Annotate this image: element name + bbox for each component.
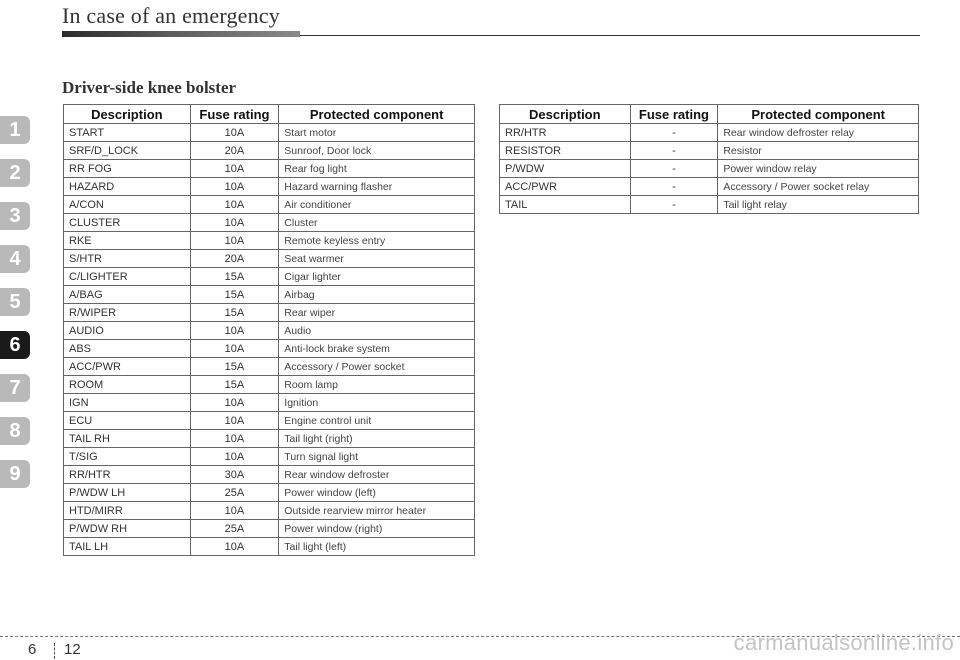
fuse-description: START: [64, 124, 191, 142]
fuse-rating: 10A: [190, 394, 279, 412]
fuse-rating: 10A: [190, 448, 279, 466]
protected-component: Hazard warning flasher: [279, 178, 475, 196]
fuse-rating: -: [630, 160, 718, 178]
fuse-rating: 10A: [190, 160, 279, 178]
fuse-description: P/WDW LH: [64, 484, 191, 502]
column-header-protected-component: Protected component: [279, 105, 475, 124]
fuse-rating: -: [630, 124, 718, 142]
protected-component: Anti-lock brake system: [279, 340, 475, 358]
fuse-description: ACC/PWR: [500, 178, 631, 196]
protected-component: Cluster: [279, 214, 475, 232]
table-row: [64, 304, 475, 322]
fuse-rating: 10A: [190, 214, 279, 232]
fuse-rating: 20A: [190, 250, 279, 268]
chapter-tab-6[interactable]: 6: [0, 331, 30, 359]
table-row: [64, 214, 475, 232]
fuse-rating: 15A: [190, 358, 279, 376]
fuse-rating: 10A: [190, 412, 279, 430]
protected-component: Power window (right): [279, 520, 475, 538]
protected-component: Tail light (left): [279, 538, 475, 556]
fuse-description: A/BAG: [64, 286, 191, 304]
table-row: [64, 232, 475, 250]
fuse-rating: 15A: [190, 376, 279, 394]
column-header-fuse-rating: Fuse rating: [630, 105, 718, 124]
header-rule: [300, 35, 920, 36]
chapter-tab-4[interactable]: 4: [0, 245, 30, 273]
page-chapter: 6: [28, 641, 37, 658]
table-row: [64, 448, 475, 466]
fuse-table-left: [63, 104, 475, 556]
fuse-rating: 10A: [190, 538, 279, 556]
table-header-row: [500, 105, 919, 124]
fuse-rating: 10A: [190, 340, 279, 358]
chapter-tab-9[interactable]: 9: [0, 460, 30, 488]
table-row: [64, 286, 475, 304]
table-row: [64, 160, 475, 178]
fuse-description: ABS: [64, 340, 191, 358]
fuse-rating: -: [630, 196, 718, 214]
fuse-rating: 10A: [190, 322, 279, 340]
protected-component: Seat warmer: [279, 250, 475, 268]
header-accent-bar: [62, 31, 300, 37]
protected-component: Accessory / Power socket: [279, 358, 475, 376]
chapter-tab-1[interactable]: 1: [0, 116, 30, 144]
chapter-tab-7[interactable]: 7: [0, 374, 30, 402]
table-header-row: [64, 105, 475, 124]
fuse-rating: 25A: [190, 520, 279, 538]
protected-component: Rear window defroster: [279, 466, 475, 484]
table-row: [500, 178, 919, 196]
section-title: Driver-side knee bolster: [62, 78, 237, 97]
fuse-description: HAZARD: [64, 178, 191, 196]
fuse-description: R/WIPER: [64, 304, 191, 322]
fuse-description: TAIL LH: [64, 538, 191, 556]
protected-component: Airbag: [279, 286, 475, 304]
protected-component: Rear wiper: [279, 304, 475, 322]
protected-component: Tail light (right): [279, 430, 475, 448]
protected-component: Cigar lighter: [279, 268, 475, 286]
column-header-description: Description: [500, 105, 631, 124]
fuse-description: S/HTR: [64, 250, 191, 268]
fuse-description: RR/HTR: [500, 124, 631, 142]
table-row: [64, 196, 475, 214]
protected-component: Resistor: [718, 142, 919, 160]
fuse-rating: -: [630, 142, 718, 160]
chapter-tab-2[interactable]: 2: [0, 159, 30, 187]
fuse-description: CLUSTER: [64, 214, 191, 232]
table-row: [64, 340, 475, 358]
protected-component: Rear window defroster relay: [718, 124, 919, 142]
protected-component: Ignition: [279, 394, 475, 412]
fuse-rating: 30A: [190, 466, 279, 484]
fuse-description: SRF/D_LOCK: [64, 142, 191, 160]
protected-component: Room lamp: [279, 376, 475, 394]
fuse-description: P/WDW: [500, 160, 631, 178]
protected-component: Audio: [279, 322, 475, 340]
fuse-rating: 15A: [190, 286, 279, 304]
fuse-table-right: [499, 104, 919, 214]
table-row: [500, 124, 919, 142]
column-header-fuse-rating: Fuse rating: [190, 105, 279, 124]
protected-component: Power window relay: [718, 160, 919, 178]
fuse-rating: 15A: [190, 304, 279, 322]
chapter-tab-3[interactable]: 3: [0, 202, 30, 230]
table-row: [64, 250, 475, 268]
fuse-description: T/SIG: [64, 448, 191, 466]
column-header-description: Description: [64, 105, 191, 124]
table-row: [64, 466, 475, 484]
fuse-description: RESISTOR: [500, 142, 631, 160]
chapter-tab-5[interactable]: 5: [0, 288, 30, 316]
fuse-rating: 10A: [190, 430, 279, 448]
protected-component: Start motor: [279, 124, 475, 142]
protected-component: Rear fog light: [279, 160, 475, 178]
fuse-description: P/WDW RH: [64, 520, 191, 538]
fuse-rating: 10A: [190, 232, 279, 250]
protected-component: Accessory / Power socket relay: [718, 178, 919, 196]
table-row: [64, 484, 475, 502]
table-row: [64, 178, 475, 196]
table-row: [64, 538, 475, 556]
fuse-rating: 25A: [190, 484, 279, 502]
protected-component: Air conditioner: [279, 196, 475, 214]
protected-component: Power window (left): [279, 484, 475, 502]
table-row: [64, 412, 475, 430]
chapter-tab-8[interactable]: 8: [0, 417, 30, 445]
table-row: [500, 142, 919, 160]
table-row: [64, 394, 475, 412]
fuse-rating: -: [630, 178, 718, 196]
table-row: [64, 520, 475, 538]
protected-component: Remote keyless entry: [279, 232, 475, 250]
fuse-description: HTD/MIRR: [64, 502, 191, 520]
table-row: [64, 358, 475, 376]
fuse-description: ECU: [64, 412, 191, 430]
page-number-separator: [54, 643, 55, 659]
page-number: 12: [64, 641, 81, 658]
fuse-description: ACC/PWR: [64, 358, 191, 376]
table-row: [64, 430, 475, 448]
column-header-protected-component: Protected component: [718, 105, 919, 124]
fuse-rating: 10A: [190, 502, 279, 520]
fuse-description: TAIL: [500, 196, 631, 214]
table-row: [500, 160, 919, 178]
fuse-rating: 20A: [190, 142, 279, 160]
fuse-description: RR/HTR: [64, 466, 191, 484]
table-row: [64, 376, 475, 394]
fuse-description: C/LIGHTER: [64, 268, 191, 286]
page-title: In case of an emergency: [62, 3, 280, 28]
fuse-description: A/CON: [64, 196, 191, 214]
fuse-description: ROOM: [64, 376, 191, 394]
protected-component: Sunroof, Door lock: [279, 142, 475, 160]
watermark: carmanualsonline.info: [733, 630, 954, 655]
protected-component: Turn signal light: [279, 448, 475, 466]
table-row: [500, 196, 919, 214]
fuse-description: RKE: [64, 232, 191, 250]
table-row: [64, 124, 475, 142]
protected-component: Engine control unit: [279, 412, 475, 430]
fuse-rating: 15A: [190, 268, 279, 286]
fuse-description: IGN: [64, 394, 191, 412]
protected-component: Outside rearview mirror heater: [279, 502, 475, 520]
fuse-rating: 10A: [190, 124, 279, 142]
fuse-rating: 10A: [190, 178, 279, 196]
table-row: [64, 322, 475, 340]
fuse-rating: 10A: [190, 196, 279, 214]
fuse-description: AUDIO: [64, 322, 191, 340]
fuse-description: RR FOG: [64, 160, 191, 178]
fuse-description: TAIL RH: [64, 430, 191, 448]
protected-component: Tail light relay: [718, 196, 919, 214]
table-row: [64, 268, 475, 286]
table-row: [64, 502, 475, 520]
table-row: [64, 142, 475, 160]
